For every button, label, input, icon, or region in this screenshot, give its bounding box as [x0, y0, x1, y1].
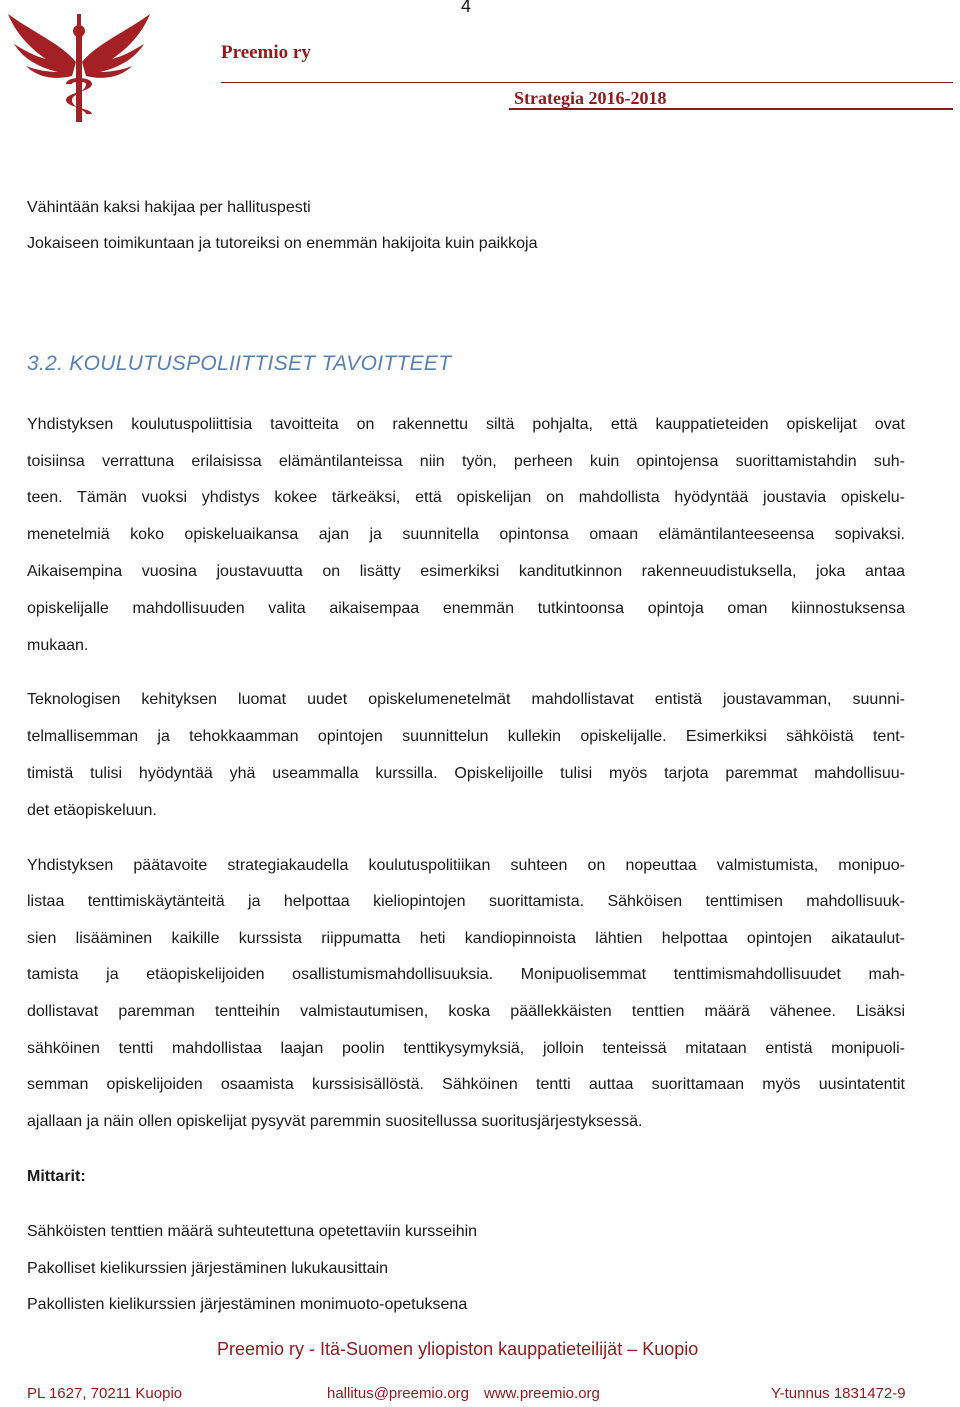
footer-address: PL 1627, 70211 Kuopio — [27, 1385, 183, 1402]
paragraph-line: mukaan. — [27, 637, 89, 654]
metric-item: Pakollisten kielikurssien järjestäminen monimuoto-opetuksena — [27, 1296, 468, 1313]
section-heading: 3.2. KOULUTUSPOLIITTISET TAVOITTEET — [27, 352, 452, 375]
paragraph-line: teen. Tämän vuoksi yhdistys kokee tärkeäksi, että opiskelijan on mahdollista hyödyntää joustavia opiskelu- — [27, 489, 905, 506]
paragraph-line: sähköinen tentti mahdollistaa laajan poolin tenttikysymyksiä, jolloin tenteissä mitataan entistä monipuoli- — [27, 1040, 905, 1057]
metric-item: Sähköisten tenttien määrä suhteutettuna opetettaviin kursseihin — [27, 1223, 478, 1240]
paragraph-line: Teknologisen kehityksen luomat uudet opiskelumenetelmät mahdollistavat entistä joustavamman, suunni- — [27, 691, 905, 708]
header-divider — [221, 82, 953, 83]
paragraph-line: Yhdistyksen koulutuspoliittisia tavoitteita on rakennettu siltä pohjalta, että kauppatieteiden opiskelijat ovat — [27, 416, 905, 433]
paragraph-line: opiskelijalle mahdollisuuden valita aikaisempaa enemmän tutkintoonsa opintoja oman kiinnostuksensa — [27, 600, 905, 617]
paragraph-line: menetelmiä koko opiskeluaikansa ajan ja suunnitella opintonsa omaan elämäntilanteeseensa sopivaksi. — [27, 526, 905, 543]
caduceus-wings-logo — [6, 4, 152, 124]
metrics-title: Mittarit: — [27, 1168, 86, 1185]
footer-website-link[interactable]: www.preemio.org — [484, 1385, 600, 1402]
paragraph-line: det etäopiskeluun. — [27, 802, 157, 819]
organization-title: Preemio ry — [221, 42, 311, 63]
strategy-title: Strategia 2016-2018 — [514, 88, 667, 108]
paragraph-line: Yhdistyksen päätavoite strategiakaudella koulutuspolitiikan suhteen on nopeuttaa valmistumista, monipuo- — [27, 857, 905, 874]
paragraph-line: timistä tulisi hyödyntää yhä useammalla kurssilla. Opiskelijoille tulisi myös tarjota paremmat mahdollisuu- — [27, 765, 905, 782]
paragraph-line: tamista ja etäopiskelijoiden osallistumismahdollisuuksia. Monipuolisemmat tenttimismahdollisuudet mah- — [27, 966, 905, 983]
paragraph-line: semman opiskelijoiden osaamista kurssisisällöstä. Sähköinen tentti auttaa suorittamaan myös uusintatentit — [27, 1076, 905, 1093]
footer-business-id: Y-tunnus 1831472-9 — [771, 1385, 906, 1402]
paragraph-line: toisiinsa verrattuna erilaisissa elämäntilanteissa niin työn, perheen kuin opintojensa suorittamistahdin suh- — [27, 453, 905, 470]
paragraph-line: ajallaan ja näin ollen opiskelijat pysyvät paremmin suositellussa suoritusjärjestyksessä. — [27, 1113, 643, 1130]
footer-email-link[interactable]: hallitus@preemio.org — [327, 1385, 469, 1402]
strategy-underline — [509, 108, 953, 110]
paragraph-line: sien lisääminen kaikille kurssista riippumatta heti kandiopinnoista lähtien helpottaa opintojen aikataulut- — [27, 930, 905, 947]
paragraph-line: Aikaisempina vuosina joustavuutta on lisätty esimerkiksi kanditutkinnon rakenneuudistuksella, joka antaa — [27, 563, 905, 580]
metric-item: Pakolliset kielikurssien järjestäminen lukukausittain — [27, 1260, 389, 1277]
page-number: 4 — [461, 0, 472, 16]
paragraph-line: listaa tenttimiskäytänteitä ja helpottaa kieliopintojen suorittamista. Sähköisen tenttimisen mahdollisuuk- — [27, 893, 905, 910]
paragraph-line: telmallisemman ja tehokkaamman opintojen suunnittelun kullekin opiskelijalle. Esimerkiksi sähköistä tent- — [27, 728, 905, 745]
intro-line: Jokaiseen toimikuntaan ja tutoreiksi on enemmän hakijoita kuin paikkoja — [27, 235, 538, 252]
footer-title: Preemio ry - Itä-Suomen yliopiston kauppatieteilijät – Kuopio — [217, 1339, 699, 1359]
paragraph-line: dollistavat paremman tentteihin valmistautumisen, koska päällekkäisten tenttien määrä vähenee. Lisäksi — [27, 1003, 905, 1020]
intro-line: Vähintään kaksi hakijaa per hallituspesti — [27, 199, 311, 216]
